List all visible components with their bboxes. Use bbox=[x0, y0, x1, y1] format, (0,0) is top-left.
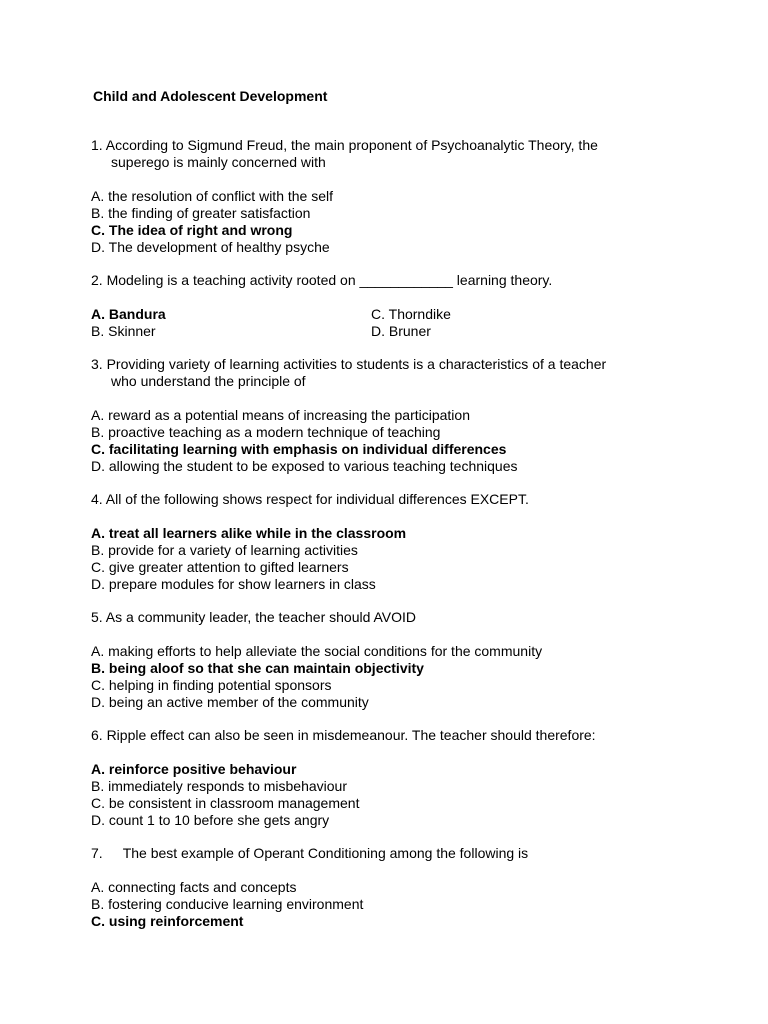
option-b: B. provide for a variety of learning activities bbox=[91, 541, 358, 558]
stem-line: 4. All of the following shows respect for individual differences EXCEPT. bbox=[91, 491, 529, 507]
option-list bbox=[91, 879, 711, 930]
option-c: C. give greater attention to gifted learners bbox=[91, 558, 349, 575]
question-list bbox=[91, 137, 711, 946]
option-list bbox=[91, 525, 711, 593]
option-c-correct: C. using reinforcement bbox=[91, 912, 244, 929]
option-d: D. prepare modules for show learners in class bbox=[91, 575, 376, 592]
option-c: C. be consistent in classroom management bbox=[91, 794, 360, 811]
question-4 bbox=[91, 491, 711, 593]
option-list bbox=[91, 188, 711, 256]
question-stem bbox=[91, 272, 711, 289]
option-a-correct: A. Bandura bbox=[91, 305, 166, 322]
option-a: A. the resolution of conflict with the self bbox=[91, 187, 334, 204]
question-stem bbox=[91, 491, 711, 508]
option-d: D. The development of healthy psyche bbox=[91, 238, 330, 255]
option-d: D. count 1 to 10 before she gets angry bbox=[91, 811, 330, 828]
option-d: D. allowing the student to be exposed to various teaching techniques bbox=[91, 457, 518, 474]
option-a: A. connecting facts and concepts bbox=[91, 878, 297, 895]
option-list bbox=[91, 306, 711, 340]
document-title: Child and Adolescent Development bbox=[93, 88, 328, 104]
stem-text: The best example of Operant Conditioning among the following is bbox=[122, 845, 529, 861]
stem-line: superego is mainly concerned with bbox=[111, 154, 326, 170]
question-1 bbox=[91, 137, 711, 256]
option-b: B. Skinner bbox=[91, 322, 156, 339]
option-a-correct: A. treat all learners alike while in the classroom bbox=[91, 524, 407, 541]
question-7 bbox=[91, 845, 711, 930]
option-list bbox=[91, 407, 711, 475]
question-stem bbox=[91, 137, 711, 171]
stem-line: 6. Ripple effect can also be seen in misdemeanour. The teacher should therefore: bbox=[91, 727, 596, 743]
question-stem bbox=[91, 609, 711, 626]
option-b: B. immediately responds to misbehaviour bbox=[91, 777, 348, 794]
option-a: A. making efforts to help alleviate the social conditions for the community bbox=[91, 642, 543, 659]
stem-line: 5. As a community leader, the teacher should AVOID bbox=[91, 609, 417, 625]
question-2 bbox=[91, 272, 711, 340]
option-d: D. being an active member of the community bbox=[91, 693, 369, 710]
option-b: B. proactive teaching as a modern technique of teaching bbox=[91, 423, 441, 440]
option-list bbox=[91, 643, 711, 711]
question-stem bbox=[91, 356, 711, 390]
stem-line: who understand the principle of bbox=[111, 373, 306, 389]
option-b-correct: B. being aloof so that she can maintain objectivity bbox=[91, 659, 424, 676]
stem-line bbox=[91, 845, 711, 862]
question-stem bbox=[91, 727, 711, 744]
stem-line: 1. According to Sigmund Freud, the main proponent of Psychoanalytic Theory, the bbox=[91, 137, 598, 153]
option-b: B. fostering conducive learning environment bbox=[91, 895, 364, 912]
question-6 bbox=[91, 727, 711, 829]
option-c: C. helping in finding potential sponsors bbox=[91, 676, 332, 693]
option-list bbox=[91, 761, 711, 829]
option-c: C. Thorndike bbox=[371, 305, 451, 322]
option-b: B. the finding of greater satisfaction bbox=[91, 204, 311, 221]
stem-line: 2. Modeling is a teaching activity rooted on ____________ learning theory. bbox=[91, 272, 553, 288]
question-3 bbox=[91, 356, 711, 475]
stem-line: 3. Providing variety of learning activities to students is a characteristics of a teacher bbox=[91, 356, 607, 372]
question-5 bbox=[91, 609, 711, 711]
option-c-correct: C. The idea of right and wrong bbox=[91, 221, 293, 238]
question-number: 7. bbox=[91, 845, 103, 861]
option-a: A. reward as a potential means of increasing the participation bbox=[91, 406, 470, 423]
option-a-correct: A. reinforce positive behaviour bbox=[91, 760, 297, 777]
option-c-correct: C. facilitating learning with emphasis on individual differences bbox=[91, 440, 507, 457]
option-d: D. Bruner bbox=[371, 322, 431, 339]
question-stem bbox=[91, 845, 711, 862]
